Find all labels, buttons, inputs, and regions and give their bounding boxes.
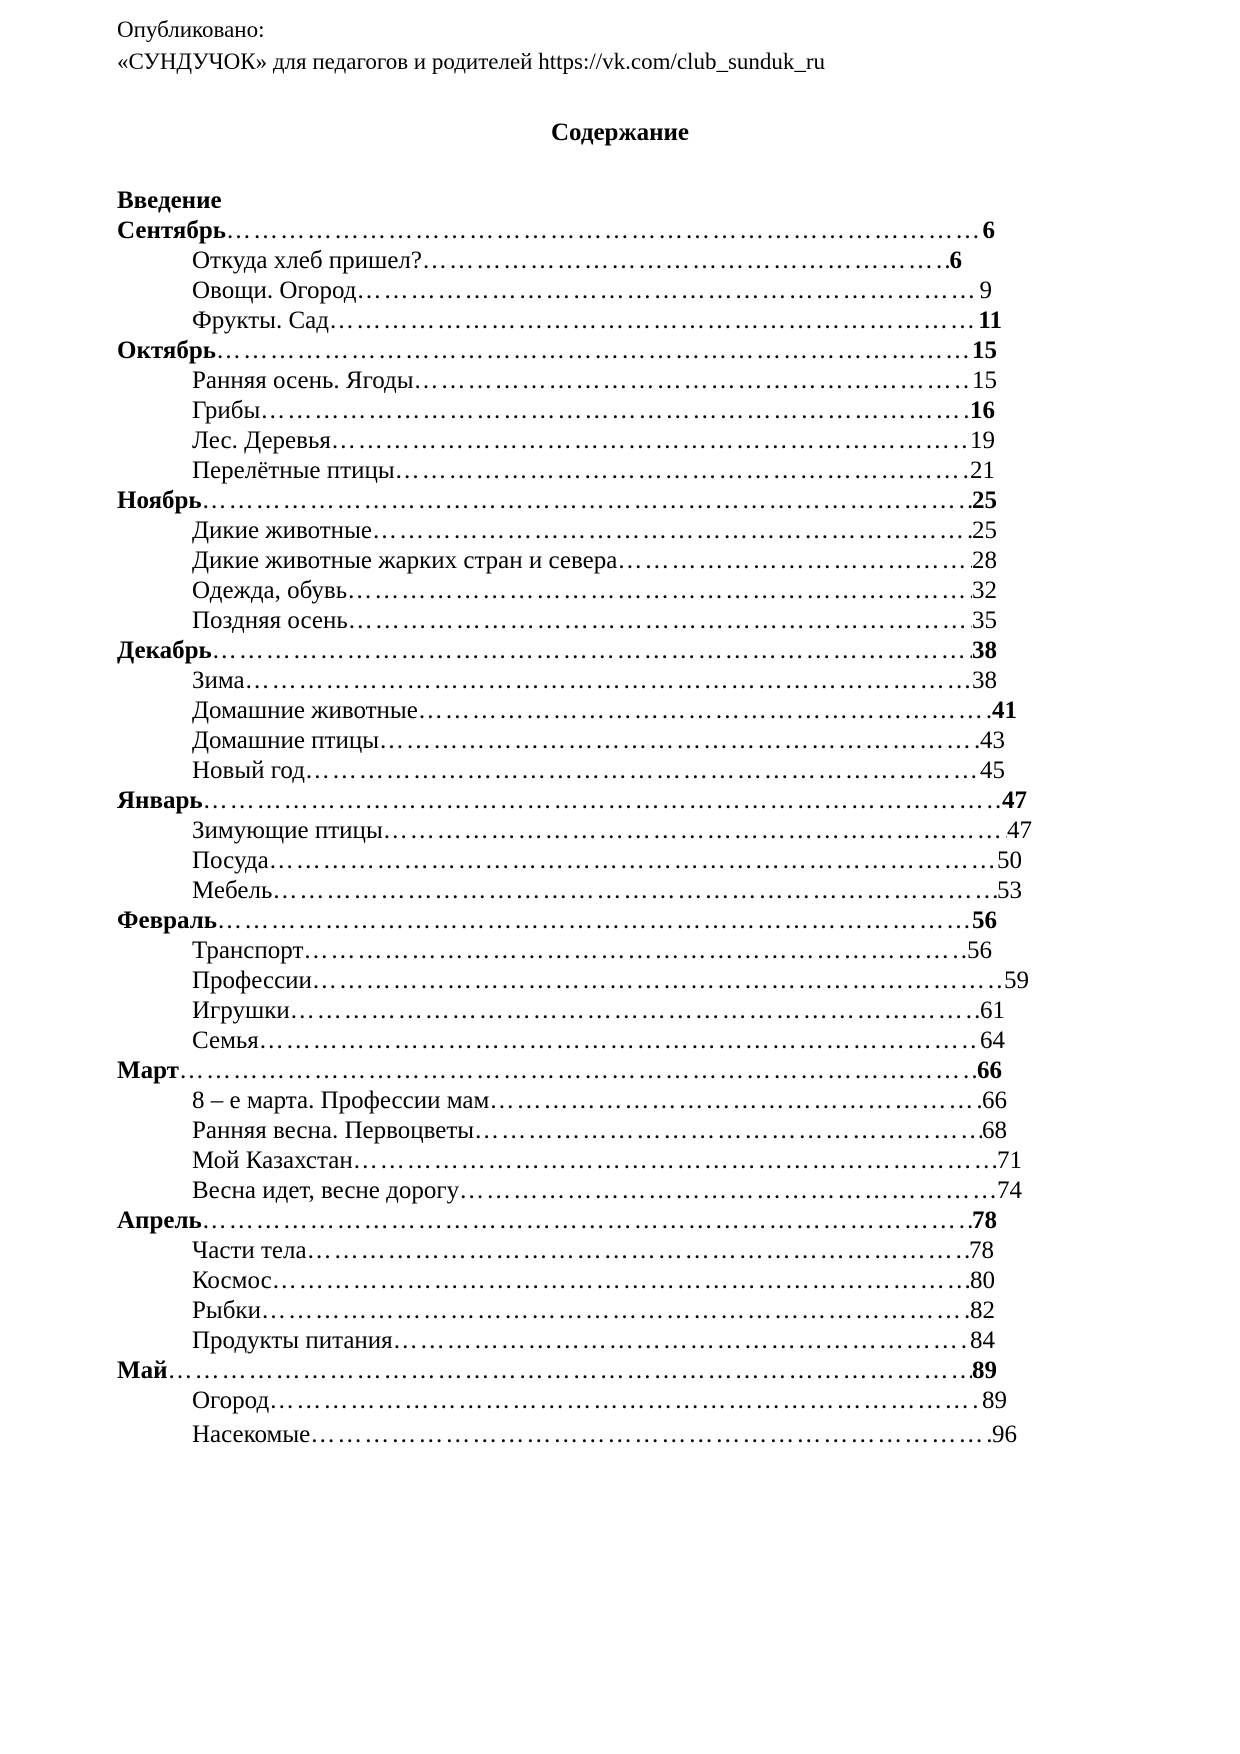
toc-item[interactable] — [192, 366, 997, 396]
toc-item-label: Профессии — [192, 967, 312, 994]
toc-item[interactable] — [192, 816, 1032, 846]
dot-leader — [272, 1266, 970, 1296]
toc-item-page-number: 28 — [972, 547, 997, 574]
toc-item-page-number: 80 — [970, 1267, 995, 1294]
toc-month-label: Ноябрь — [117, 487, 202, 514]
toc-item-label: Продукты питания — [192, 1327, 393, 1354]
toc-item-page-number: 43 — [980, 727, 1005, 754]
toc-item-label: Поздняя осень — [192, 607, 348, 634]
toc-month[interactable] — [117, 1056, 1002, 1086]
toc-item[interactable] — [192, 966, 1029, 996]
toc-item-label: Части тела — [192, 1237, 307, 1264]
toc-item-label: Перелётные птицы — [192, 457, 395, 484]
toc-item[interactable] — [192, 1296, 995, 1326]
toc-item[interactable] — [192, 1026, 1005, 1056]
toc-item[interactable] — [192, 1176, 1022, 1206]
toc-item[interactable] — [192, 426, 995, 456]
toc-item[interactable] — [192, 246, 962, 276]
dot-leader — [348, 606, 972, 636]
toc-item-label: Домашние птицы — [192, 727, 380, 754]
toc-month-label: Декабрь — [117, 637, 212, 664]
toc-item-label: Ранняя осень. Ягоды — [192, 367, 414, 394]
dot-leader — [372, 516, 972, 546]
toc-item-label: Зимующие птицы — [192, 817, 383, 844]
toc-item[interactable] — [192, 666, 997, 696]
toc-month-page-number: 89 — [972, 1357, 997, 1384]
dot-leader — [312, 966, 1004, 996]
toc-item-page-number: 6 — [949, 247, 962, 274]
toc-item-page-number: 78 — [969, 1237, 994, 1264]
dot-leader — [617, 546, 972, 576]
dot-leader — [272, 876, 997, 906]
toc-month-page-number: 38 — [972, 637, 997, 664]
dot-leader — [202, 486, 972, 516]
toc-item[interactable] — [192, 936, 992, 966]
dot-leader — [217, 906, 972, 936]
toc-item[interactable] — [192, 1086, 1007, 1116]
toc-item[interactable] — [192, 516, 997, 546]
toc-item-page-number: 96 — [992, 1421, 1017, 1448]
toc-item-label: Одежда, обувь — [192, 577, 348, 604]
dot-leader — [383, 816, 1007, 846]
toc-item-page-number: 9 — [979, 277, 992, 304]
toc-item-label: Дикие животные жарких стран и севера — [192, 547, 618, 574]
toc-item-label: Посуда — [192, 847, 269, 874]
toc-item[interactable] — [192, 696, 1017, 726]
dot-leader — [290, 996, 980, 1026]
toc-item-label: Насекомые — [192, 1421, 311, 1448]
toc-item-page-number: 32 — [972, 577, 997, 604]
toc-item-label: Дикие животные — [192, 517, 372, 544]
toc-item-page-number: 41 — [992, 697, 1017, 724]
dot-leader — [260, 396, 970, 426]
toc-item-label: Семья — [192, 1027, 259, 1054]
dot-leader — [347, 576, 972, 606]
dot-leader — [422, 246, 950, 276]
toc-month-page-number: 25 — [972, 487, 997, 514]
toc-title: Содержание — [550, 119, 689, 146]
toc-month[interactable] — [117, 216, 995, 246]
dot-leader — [203, 786, 1002, 816]
toc-item-page-number: 66 — [982, 1087, 1007, 1114]
toc-month-page-number: 56 — [972, 907, 997, 934]
toc-month-label: Март — [117, 1057, 179, 1084]
toc-item-page-number: 15 — [972, 367, 997, 394]
toc-month-page-number: 15 — [972, 337, 997, 364]
dot-leader — [489, 1086, 982, 1116]
dot-leader — [212, 636, 972, 666]
toc-item-page-number: 74 — [997, 1177, 1022, 1204]
toc-item-page-number: 25 — [972, 517, 997, 544]
dot-leader — [329, 306, 978, 336]
toc-item[interactable] — [192, 546, 997, 576]
toc-item-page-number: 84 — [970, 1327, 995, 1354]
published-label: Опубликовано: — [117, 17, 265, 42]
toc-item-label: Новый год — [192, 757, 305, 784]
dot-leader — [269, 846, 997, 876]
toc-item-label: Овощи. Огород — [192, 277, 357, 304]
toc-item-page-number: 35 — [972, 607, 997, 634]
publication-header — [117, 14, 1117, 78]
toc-intro: Введение — [117, 187, 222, 214]
toc-item-label: Фрукты. Сад — [192, 307, 329, 334]
toc-item-page-number: 71 — [997, 1147, 1022, 1174]
toc-item-page-number: 56 — [967, 937, 992, 964]
toc-item[interactable] — [192, 1146, 1022, 1176]
toc-item-page-number: 59 — [1004, 967, 1029, 994]
toc-item-page-number: 47 — [1007, 817, 1032, 844]
toc-item-page-number: 64 — [980, 1027, 1005, 1054]
toc-item-label: 8 – е марта. Профессии мам — [192, 1087, 490, 1114]
toc-item-label: Игрушки — [192, 997, 290, 1024]
toc-month-label: Сентябрь — [117, 217, 226, 244]
dot-leader — [357, 276, 980, 306]
toc-month-label: Май — [117, 1357, 168, 1384]
toc-item-page-number: 61 — [980, 997, 1005, 1024]
toc-item[interactable] — [192, 1236, 994, 1266]
toc-month[interactable] — [117, 906, 997, 936]
dot-leader — [331, 426, 970, 456]
dot-leader — [216, 336, 972, 366]
toc-item-label: Грибы — [192, 397, 261, 424]
dot-leader — [245, 666, 972, 696]
dot-leader — [202, 1206, 972, 1236]
toc-item-page-number: 45 — [980, 757, 1005, 784]
dot-leader — [414, 366, 972, 396]
publisher-line: «СУНДУЧОК» для педагогов и родителей https://vk.com/club_sunduk_ru — [117, 49, 826, 74]
toc-month-page-number: 78 — [972, 1207, 997, 1234]
dot-leader — [393, 1326, 970, 1356]
toc-item[interactable] — [192, 1266, 995, 1296]
toc-month-page-number: 6 — [982, 217, 995, 244]
toc-month[interactable] — [117, 1206, 997, 1236]
toc-item[interactable] — [192, 306, 1002, 336]
dot-leader — [474, 1116, 982, 1146]
dot-leader — [353, 1146, 997, 1176]
dot-leader — [179, 1056, 977, 1086]
toc-month-label: Январь — [117, 787, 203, 814]
toc-item[interactable] — [192, 1326, 995, 1356]
toc-item[interactable] — [192, 996, 1005, 1026]
dot-leader — [379, 726, 980, 756]
toc-item-page-number: 50 — [997, 847, 1022, 874]
toc-month-label: Октябрь — [117, 337, 216, 364]
toc-item-label: Транспорт — [192, 937, 304, 964]
toc-item[interactable] — [192, 756, 1005, 786]
toc-item-page-number: 53 — [997, 877, 1022, 904]
dot-leader — [261, 1296, 970, 1326]
toc-item-label: Домашние животные — [192, 697, 418, 724]
toc-item-label: Ранняя весна. Первоцветы — [192, 1117, 475, 1144]
toc-item-page-number: 82 — [970, 1297, 995, 1324]
toc-month[interactable] — [117, 1356, 997, 1386]
toc-item[interactable] — [192, 1386, 1007, 1416]
toc-item[interactable] — [192, 576, 997, 606]
toc-item-label: Мой Казахстан — [192, 1147, 353, 1174]
dot-leader — [303, 936, 967, 966]
toc-item[interactable] — [192, 876, 1022, 906]
toc-item-page-number: 38 — [972, 667, 997, 694]
toc-item[interactable] — [192, 396, 995, 426]
dot-leader — [310, 1420, 992, 1450]
toc-item-page-number: 11 — [978, 307, 1002, 334]
toc-item-label: Зима — [192, 667, 245, 694]
toc-month-label: Апрель — [117, 1207, 202, 1234]
toc-item-page-number: 21 — [970, 457, 995, 484]
toc-item-label: Мебель — [192, 877, 273, 904]
toc-month[interactable] — [117, 486, 997, 516]
toc-item-label: Космос — [192, 1267, 272, 1294]
toc-item-page-number: 89 — [982, 1387, 1007, 1414]
toc-item-label: Огород — [192, 1387, 270, 1414]
toc-item[interactable] — [192, 606, 997, 636]
toc-month-page-number: 66 — [977, 1057, 1002, 1084]
dot-leader — [226, 216, 983, 246]
dot-leader — [395, 456, 970, 486]
dot-leader — [418, 696, 992, 726]
toc-item[interactable] — [192, 726, 1005, 756]
toc-item-page-number: 68 — [982, 1117, 1007, 1144]
toc-item-page-number: 16 — [970, 397, 995, 424]
toc-item-label: Рыбки — [192, 1297, 261, 1324]
toc-item[interactable] — [192, 276, 992, 306]
toc-item[interactable] — [192, 1420, 1017, 1450]
toc-item[interactable] — [192, 846, 1022, 876]
dot-leader — [305, 756, 980, 786]
toc-item-page-number: 19 — [970, 427, 995, 454]
toc-month[interactable] — [117, 636, 997, 666]
toc-month[interactable] — [117, 336, 997, 366]
toc-item[interactable] — [192, 1116, 1007, 1146]
dot-leader — [269, 1386, 982, 1416]
dot-leader — [259, 1026, 980, 1056]
dot-leader — [459, 1176, 997, 1206]
dot-leader — [168, 1356, 972, 1386]
dot-leader — [307, 1236, 969, 1266]
toc-month[interactable] — [117, 786, 1027, 816]
toc-item-label: Откуда хлеб пришел? — [192, 247, 422, 274]
toc-item[interactable] — [192, 456, 995, 486]
toc-month-label: Февраль — [117, 907, 217, 934]
toc-item-label: Лес. Деревья — [192, 427, 331, 454]
toc-month-page-number: 47 — [1002, 787, 1027, 814]
toc-item-label: Весна идет, весне дорогу — [192, 1177, 460, 1204]
